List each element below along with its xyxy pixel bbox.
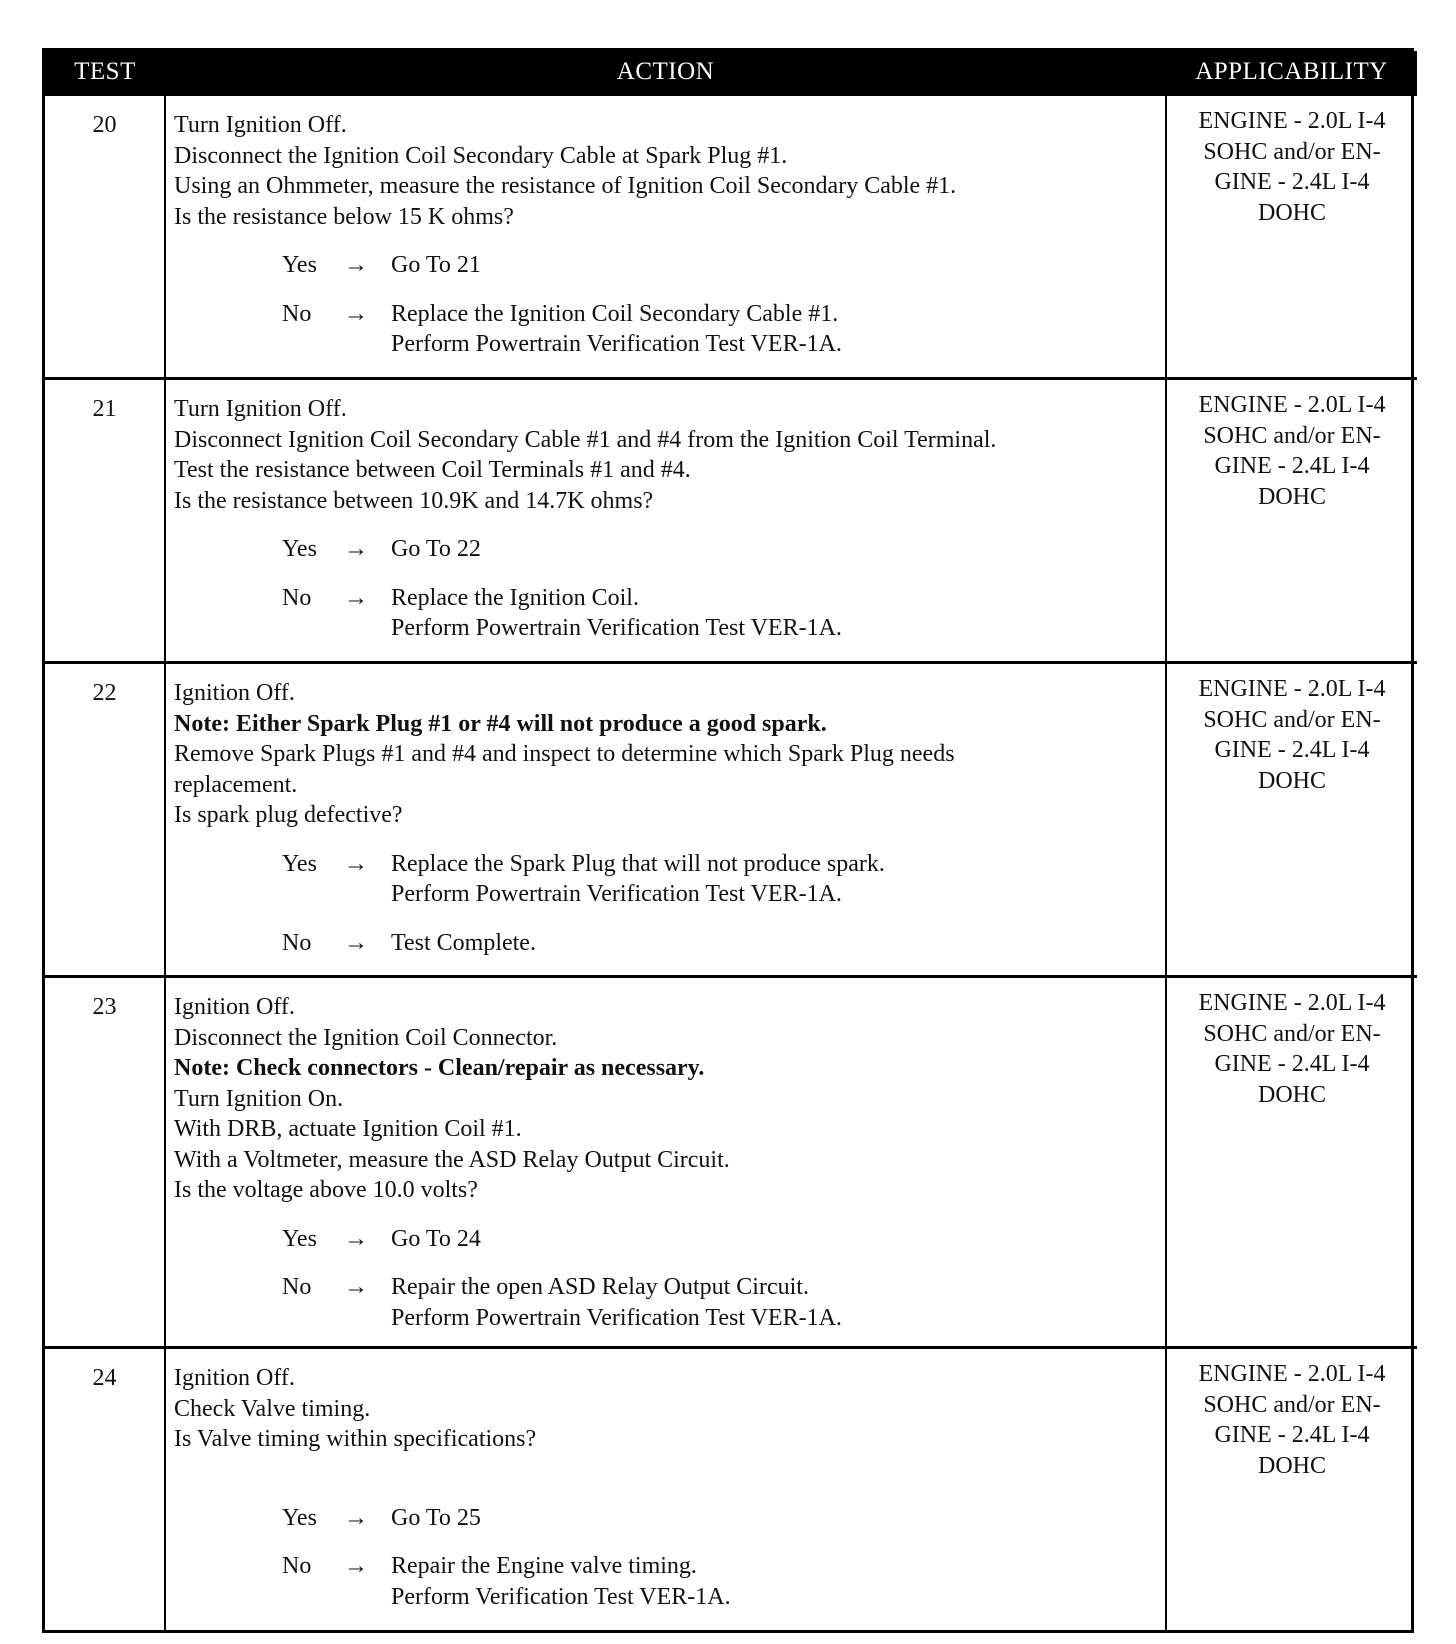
diagnostic-test-table: [42, 48, 1414, 1633]
action-cell: [165, 95, 1166, 379]
action-line: Ignition Off.: [174, 680, 295, 706]
applicability-line: DOHC: [1257, 199, 1326, 226]
test-number: 20: [45, 95, 165, 379]
applicability-cell: [1166, 379, 1417, 663]
yes-result: [391, 849, 1159, 910]
yes-label: Yes: [282, 1225, 317, 1252]
result-line: Go To 22: [391, 536, 481, 562]
action-cell: [165, 1348, 1166, 1631]
arrow-icon: →: [344, 850, 368, 877]
arrow-icon: →: [344, 1274, 368, 1300]
arrow-icon: →: [344, 536, 368, 562]
action-line: Ignition Off.: [174, 1365, 295, 1391]
result-line: Replace the Ignition Coil.: [391, 584, 639, 611]
no-result: [391, 1272, 1159, 1333]
no-result: [391, 1551, 1159, 1612]
header-action: ACTION: [165, 51, 1166, 95]
test-number: 24: [45, 1348, 165, 1631]
action-line: Turn Ignition Off.: [174, 112, 347, 138]
result-line: Repair the open ASD Relay Output Circuit.: [391, 1274, 809, 1300]
no-label: No: [282, 584, 312, 611]
action-line: With DRB, actuate Ignition Coil #1.: [174, 1116, 522, 1142]
arrow-icon: →: [344, 1504, 368, 1531]
yes-label: Yes: [282, 850, 317, 877]
result-line: Repair the Engine valve timing.: [391, 1553, 697, 1579]
applicability-line: GINE - 2.4L I-4: [1214, 453, 1370, 479]
yes-label: Yes: [282, 1504, 317, 1531]
action-line: Ignition Off.: [174, 994, 295, 1020]
test-table: [45, 51, 1417, 1630]
note-line: Note: Check connectors - Clean/repair as necessary.: [174, 1055, 705, 1081]
result-line: Go To 25: [391, 1504, 481, 1531]
note-line: Note: Either Spark Plug #1 or #4 will not produce a good spark.: [174, 710, 827, 737]
result-line: Perform Powertrain Verification Test VER-1A.: [391, 881, 842, 907]
arrow-icon: →: [344, 252, 368, 278]
result-line: Perform Powertrain Verification Test VER-1A.: [391, 331, 842, 357]
applicability-cell: [1166, 663, 1417, 977]
table-row: [45, 1348, 1417, 1631]
no-label: No: [282, 929, 312, 956]
applicability-line: SOHC and/or EN-: [1203, 138, 1381, 165]
yes-branch: [282, 1503, 1159, 1534]
applicability-line: SOHC and/or EN-: [1203, 706, 1381, 733]
yes-branch: [282, 1224, 1159, 1255]
applicability-line: ENGINE - 2.0L I-4: [1198, 1361, 1386, 1387]
action-line: Is the voltage above 10.0 volts?: [174, 1177, 478, 1203]
answer-branches: [174, 1224, 1159, 1334]
no-result: [391, 583, 1159, 644]
result-line: Replace the Spark Plug that will not produce spark.: [391, 850, 885, 877]
yes-branch: [282, 849, 1159, 910]
arrow-icon: →: [344, 929, 368, 956]
applicability-line: GINE - 2.4L I-4: [1214, 1422, 1370, 1448]
test-number: 22: [45, 663, 165, 977]
applicability-cell: [1166, 95, 1417, 379]
applicability-line: GINE - 2.4L I-4: [1214, 1051, 1370, 1077]
result-line: Test Complete.: [391, 929, 536, 956]
action-line: Disconnect Ignition Coil Secondary Cable #1 and #4 from the Ignition Coil Terminal.: [174, 426, 997, 453]
table-row: [45, 663, 1417, 977]
no-branch: [282, 1551, 1159, 1612]
applicability-line: GINE - 2.4L I-4: [1214, 169, 1370, 195]
no-label: No: [282, 1553, 312, 1579]
applicability-cell: [1166, 1348, 1417, 1631]
answer-branches: [174, 1503, 1159, 1613]
result-line: Perform Powertrain Verification Test VER-1A.: [391, 1304, 842, 1331]
applicability-line: SOHC and/or EN-: [1203, 1020, 1381, 1047]
header-test: TEST: [45, 51, 165, 95]
action-line: Disconnect the Ignition Coil Secondary Cable at Spark Plug #1.: [174, 142, 788, 169]
result-line: Go To 24: [391, 1225, 481, 1252]
yes-branch: [282, 534, 1159, 565]
applicability-line: ENGINE - 2.0L I-4: [1198, 990, 1386, 1016]
action-cell: [165, 977, 1166, 1348]
action-line: Check Valve timing.: [174, 1395, 371, 1422]
arrow-icon: →: [344, 300, 368, 327]
applicability-line: DOHC: [1257, 1081, 1326, 1108]
action-line: Using an Ohmmeter, measure the resistance of Ignition Coil Secondary Cable #1.: [174, 173, 957, 199]
answer-branches: [174, 534, 1159, 644]
yes-branch: [282, 250, 1159, 281]
arrow-icon: →: [344, 1553, 368, 1579]
applicability-line: SOHC and/or EN-: [1203, 1391, 1381, 1418]
action-line: Disconnect the Ignition Coil Connector.: [174, 1024, 558, 1051]
yes-result: [391, 534, 1159, 565]
no-branch: [282, 928, 1159, 959]
yes-result: [391, 1503, 1159, 1534]
action-line: replacement.: [174, 771, 298, 798]
action-line: With a Voltmeter, measure the ASD Relay Output Circuit.: [174, 1146, 730, 1173]
table-row: [45, 95, 1417, 379]
header-applicability: APPLICABILITY: [1166, 51, 1417, 95]
yes-result: [391, 1224, 1159, 1255]
yes-label: Yes: [282, 536, 317, 562]
no-label: No: [282, 1274, 312, 1300]
action-line: Is the resistance below 15 K ohms?: [174, 203, 514, 230]
no-branch: [282, 583, 1159, 644]
result-line: Go To 21: [391, 252, 481, 278]
result-line: Replace the Ignition Coil Secondary Cable #1.: [391, 300, 839, 327]
action-line: Turn Ignition On.: [174, 1085, 344, 1112]
action-line: Is Valve timing within specifications?: [174, 1426, 537, 1452]
test-number: 21: [45, 379, 165, 663]
table-row: [45, 977, 1417, 1348]
answer-branches: [174, 849, 1159, 959]
applicability-line: ENGINE - 2.0L I-4: [1198, 392, 1386, 418]
result-line: Perform Powertrain Verification Test VER-1A.: [391, 615, 842, 641]
result-line: Perform Verification Test VER-1A.: [391, 1583, 731, 1610]
applicability-line: DOHC: [1257, 483, 1326, 510]
applicability-line: SOHC and/or EN-: [1203, 422, 1381, 449]
answer-branches: [174, 250, 1159, 360]
table-row: [45, 379, 1417, 663]
no-result: [391, 928, 1159, 959]
applicability-cell: [1166, 977, 1417, 1348]
action-line: Remove Spark Plugs #1 and #4 and inspect to determine which Spark Plug needs: [174, 741, 955, 767]
action-line: Turn Ignition Off.: [174, 396, 347, 422]
arrow-icon: →: [344, 1225, 368, 1252]
applicability-line: DOHC: [1257, 1452, 1326, 1479]
applicability-line: ENGINE - 2.0L I-4: [1198, 108, 1386, 134]
applicability-line: DOHC: [1257, 767, 1326, 794]
applicability-line: ENGINE - 2.0L I-4: [1198, 676, 1386, 702]
action-line: Is the resistance between 10.9K and 14.7K ohms?: [174, 487, 654, 514]
test-number: 23: [45, 977, 165, 1348]
arrow-icon: →: [344, 584, 368, 611]
no-label: No: [282, 300, 312, 327]
action-cell: [165, 379, 1166, 663]
no-result: [391, 299, 1159, 360]
action-line: Is spark plug defective?: [174, 802, 403, 828]
yes-result: [391, 250, 1159, 281]
no-branch: [282, 1272, 1159, 1333]
action-line: Test the resistance between Coil Terminals #1 and #4.: [174, 457, 691, 483]
applicability-line: GINE - 2.4L I-4: [1214, 737, 1370, 763]
action-cell: [165, 663, 1166, 977]
no-branch: [282, 299, 1159, 360]
spacer: [174, 1455, 1159, 1485]
yes-label: Yes: [282, 252, 317, 278]
header-row: [45, 51, 1417, 95]
